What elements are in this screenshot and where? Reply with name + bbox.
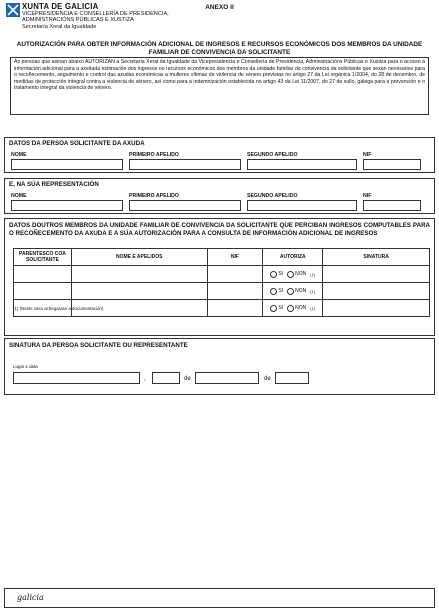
dept-line3: Secretaría Xeral da Igualdade <box>22 23 97 30</box>
place-field[interactable] <box>13 372 140 384</box>
no-label: NON <box>295 288 307 294</box>
footer <box>4 588 435 608</box>
month-field[interactable] <box>195 372 259 384</box>
de-separator-1: de <box>184 376 191 382</box>
applicant-section-title: DATOS DA PERSOA SOLICITANTE DA AXUDA <box>9 140 145 147</box>
representative-nif-field[interactable] <box>363 200 421 211</box>
applicant-name-label: NOME <box>11 152 27 158</box>
nif-cell[interactable] <box>207 300 263 317</box>
signature-cell[interactable] <box>323 300 430 317</box>
col-signature-header: SINATURA <box>323 249 430 266</box>
yes-radio[interactable] <box>270 305 277 312</box>
no-radio[interactable] <box>287 305 294 312</box>
relationship-cell[interactable] <box>14 283 72 300</box>
col-name-header: NOME E APELIDOS <box>71 249 207 266</box>
representative-surname1-field[interactable] <box>129 200 241 211</box>
annex-label: ANEXO II <box>205 4 234 11</box>
col-nif-header: NIF <box>207 249 263 266</box>
galicia-logo: galicia <box>17 593 44 602</box>
applicant-name-field[interactable] <box>11 159 123 170</box>
note-ref: (1) <box>310 305 316 311</box>
day-field[interactable] <box>152 372 180 384</box>
applicant-nif-field[interactable] <box>363 159 421 170</box>
representative-name-label: NOME <box>11 193 27 199</box>
note-ref: (1) <box>310 288 316 294</box>
authorize-cell <box>263 300 323 317</box>
no-radio[interactable] <box>287 271 294 278</box>
representative-surname2-field[interactable] <box>247 200 357 211</box>
representative-nif-label: NIF <box>363 193 372 199</box>
de-separator-2: de <box>264 376 271 382</box>
name-cell[interactable] <box>71 283 207 300</box>
applicant-section <box>4 137 435 173</box>
dept-line2: ADMINISTRACIÓNS PÚBLICAS E XUSTIZA <box>22 17 134 24</box>
authorize-cell <box>263 283 323 300</box>
table-row <box>14 283 430 300</box>
representative-section-title: E, NA SÚA REPRESENTACIÓN <box>9 181 99 188</box>
note-ref: (1) <box>310 271 316 277</box>
signature-cell[interactable] <box>323 266 430 283</box>
signature-cell[interactable] <box>323 283 430 300</box>
nif-cell[interactable] <box>207 283 263 300</box>
name-cell[interactable] <box>71 266 207 283</box>
col-relationship-line1: PARENTESCO COA <box>19 251 66 257</box>
table-row <box>14 266 430 283</box>
applicant-surname1-field[interactable] <box>129 159 241 170</box>
applicant-nif-label: NIF <box>363 152 372 158</box>
nif-cell[interactable] <box>207 266 263 283</box>
representative-surname1-label: PRIMEIRO APELIDO <box>129 193 179 199</box>
col-relationship-line2: SOLICITANTE <box>25 257 59 263</box>
year-field[interactable] <box>275 372 309 384</box>
no-radio[interactable] <box>287 288 294 295</box>
title-line2: FAMILIAR DE CONVIVENCIA DA SOLICITANTE <box>148 49 291 56</box>
representative-surname2-label: SEGUNDO APELIDO <box>247 193 298 199</box>
representative-section <box>4 178 435 214</box>
authorize-cell <box>263 266 323 283</box>
org-name: XUNTA DE GALICIA <box>22 2 99 11</box>
col-relationship-header <box>14 249 72 266</box>
col-authorize-header: AUTORIZA <box>263 249 323 266</box>
members-section-title: DATOS DOUTROS MEMBROS DA UNIDADE FAMILIAR DE CONVIVENCIA DA SOLICITANTE QUE PERCIBAN INGRESOS COMPUTABLES PARA O RECOÑECEMENTO DA AXUDA E A SÚA AUTORIZACIÓN PARA A CONSULTA DE INFORMACIÓN ADICIONAL DE INGRESOS <box>9 222 430 237</box>
yes-radio[interactable] <box>270 288 277 295</box>
no-label: NON <box>295 305 307 311</box>
yes-label: SI <box>278 271 284 277</box>
no-label: NON <box>295 271 307 277</box>
members-footnote: (1) (Neste caso achegarase a documentación) <box>13 306 104 311</box>
applicant-surname2-label: SEGUNDO APELIDO <box>247 152 298 158</box>
relationship-cell[interactable] <box>14 266 72 283</box>
title-line1: AUTORIZACIÓN PARA OBTER INFORMACIÓN ADICIONAL DE INGRESOS E RECURSOS ECONÓMICOS DOS MEMBROS DA UNIDADE <box>16 41 423 48</box>
place-date-label: Lugar e data <box>13 364 38 369</box>
members-section <box>4 218 435 336</box>
applicant-surname1-label: PRIMEIRO APELIDO <box>129 152 179 158</box>
document-title <box>14 41 425 57</box>
yes-radio[interactable] <box>270 271 277 278</box>
comma-separator: , <box>144 376 146 382</box>
signature-section <box>4 338 435 395</box>
applicant-surname2-field[interactable] <box>247 159 357 170</box>
intro-paragraph: As persoas que asinan abaixo AUTORIZAN a Secretaría Xeral da Igualdade da Vicepresidencia e Consellería de Presidencia, Administracións Públicas e Xustiza para o acceso á información adicional para a axeitada estimación dos ingresos ou recursos económicos dos membros da unidade familiar de convivencia da solicitante que sexan necesarios para o recoñecemento, seguimento e control das axudas económicas a mulleres vítimas de violencia de xénero previstas no artigo 27 da Lei orgánica 1/2004, do 28 de decembro, de medidas de protección integral contra a violencia de xénero, así como para a indemnización establecida no artigo 43 da Lei 11/2007, do 27 de xullo, galega para a prevención e o tratamento integral da violencia de xénero. <box>10 57 429 115</box>
yes-label: SI <box>278 288 284 294</box>
members-table-header <box>14 249 430 266</box>
dept-line1: VICEPRESIDENCIA E CONSELLERÍA DE PRESIDENCIA, <box>22 11 169 17</box>
representative-name-field[interactable] <box>11 200 123 211</box>
signature-section-title: SINATURA DA PERSOA SOLICITANTE OU REPRESENTANTE <box>9 342 188 349</box>
yes-label: SI <box>278 305 284 311</box>
